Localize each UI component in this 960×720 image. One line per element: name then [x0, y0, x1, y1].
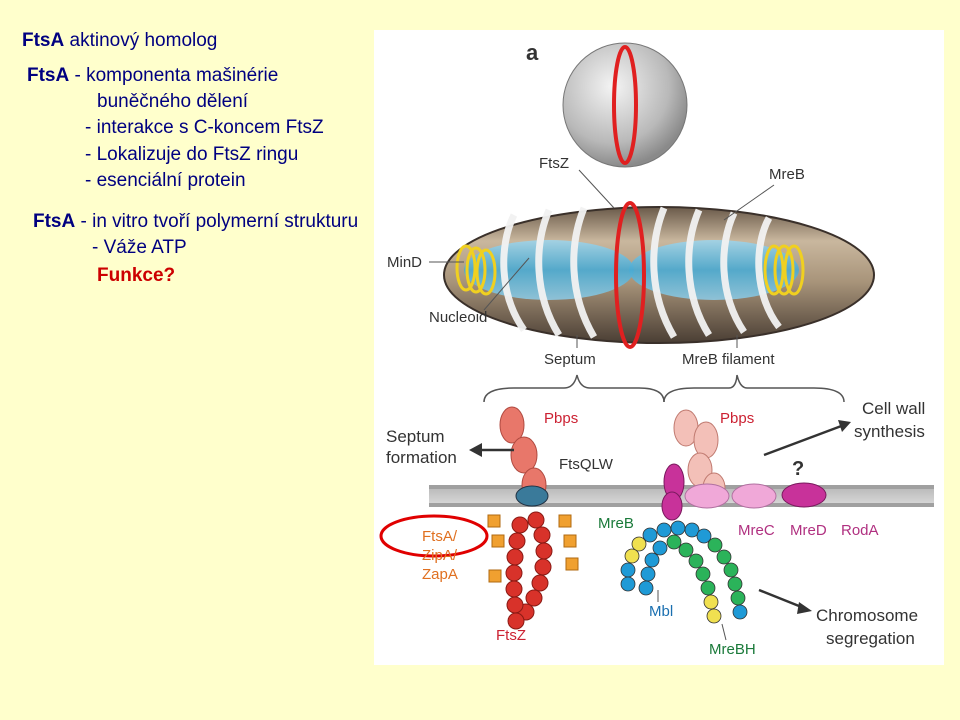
title-ftsa: FtsA: [22, 30, 65, 51]
label-ftsa: FtsA/: [422, 528, 458, 545]
label-ftsz-top: FtsZ: [539, 155, 569, 172]
label-cell-wall-2: synthesis: [854, 422, 925, 441]
label-mind: MinD: [387, 254, 423, 271]
label-mrebh: MreBH: [709, 641, 756, 658]
slide-title: [22, 30, 217, 52]
label-chromosome-1: Chromosome: [816, 606, 919, 625]
label-mreb-top: MreB: [769, 166, 805, 183]
label-pbps-left: Pbps: [544, 410, 579, 427]
label-ftsqlw: FtsQLW: [559, 456, 613, 473]
block2-head: [33, 211, 358, 233]
label-mred: MreD: [790, 522, 827, 539]
label-mbl: Mbl: [649, 603, 674, 620]
label-chromosome-2: segregation: [826, 629, 915, 648]
label-mreb-filament: MreB filament: [682, 351, 775, 368]
bullet-1: - interakce s C-koncem FtsZ: [85, 117, 324, 138]
question-funkce: Funkce?: [97, 265, 176, 286]
ftsa-blob: [516, 486, 548, 506]
mreb-bracket: [664, 375, 844, 402]
block2-ftsa: FtsA: [33, 211, 76, 232]
block1-ftsa: FtsA: [27, 65, 70, 86]
label-pbps-right: Pbps: [720, 410, 755, 427]
label-zipa: ZipA/: [422, 547, 458, 564]
block2-head-rest: - in vitro tvoří polymerní strukturu: [75, 211, 359, 232]
label-septum-formation-1: Septum: [386, 427, 445, 446]
block1-line2: buněčného dělení: [97, 91, 249, 112]
ftsz-beads: [506, 512, 552, 629]
bullet-3: - esenciální protein: [85, 170, 246, 191]
label-nucleoid: Nucleoid: [429, 309, 488, 326]
label-mrec: MreC: [738, 522, 775, 539]
label-septum-formation-2: formation: [386, 448, 457, 467]
mreb-beads: [621, 521, 747, 623]
label-zapa: ZapA: [422, 566, 458, 583]
cell-division-figure: [374, 30, 944, 665]
panel-letter-a: a: [526, 40, 539, 65]
block1-head: [27, 65, 278, 87]
unknown-protein-question: ?: [792, 458, 805, 480]
label-cell-wall-1: Cell wall: [862, 399, 926, 418]
figure-svg: [374, 30, 944, 665]
label-septum: Septum: [544, 351, 596, 368]
block1-head-rest: - komponenta mašinérie: [69, 65, 279, 86]
label-ftsz-bottom: FtsZ: [496, 627, 526, 644]
bullet-2: - Lokalizuje do FtsZ ringu: [85, 144, 299, 165]
block2-line2: - Váže ATP: [92, 237, 187, 258]
cell-sphere: [563, 43, 687, 167]
label-roda: RodA: [841, 522, 879, 539]
septum-bracket: [484, 375, 664, 402]
label-mreb-bottom: MreB: [598, 515, 634, 532]
title-rest: aktinový homolog: [64, 30, 218, 51]
